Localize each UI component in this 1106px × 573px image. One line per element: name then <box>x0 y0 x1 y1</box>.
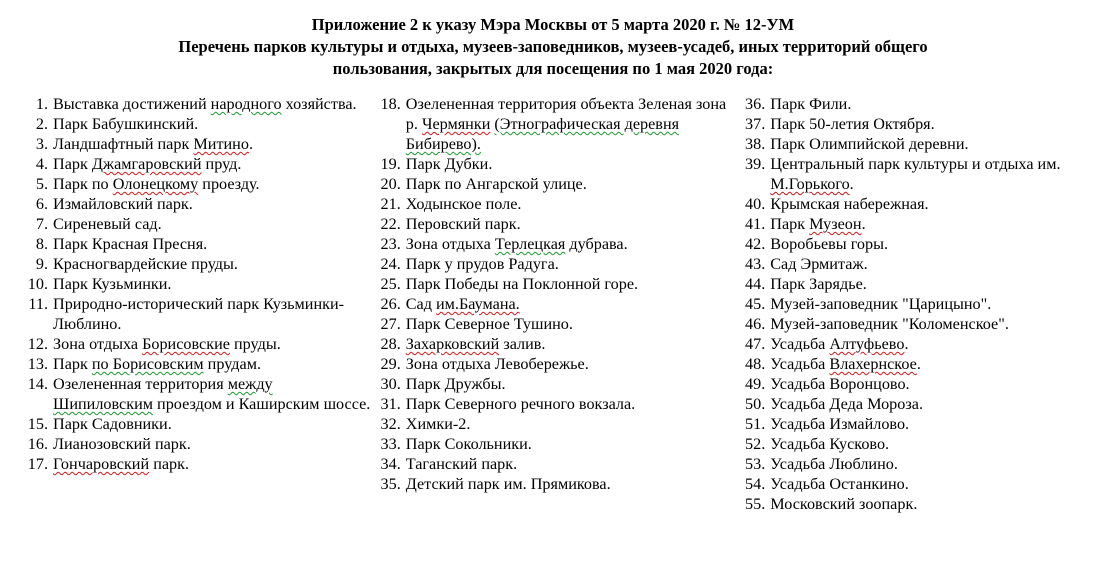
item-text: Гончаровский парк. <box>53 454 190 473</box>
item-number: 42. <box>745 234 766 253</box>
item-text: Таганский парк. <box>405 454 518 473</box>
list-item <box>26 354 371 374</box>
item-number: 25. <box>380 274 401 293</box>
list-item <box>379 94 736 154</box>
item-text: Усадьба Кусково. <box>770 434 890 453</box>
list-item <box>743 114 1088 134</box>
item-text: Парк Кузьминки. <box>53 274 172 293</box>
item-text: Усадьба Алтуфьево. <box>770 334 909 353</box>
item-number: 50. <box>745 394 766 413</box>
item-number: 43. <box>745 254 766 273</box>
title-line-2: Перечень парков культуры и отдыха, музеев-заповедников, музеев-усадеб, иных территорий общего <box>178 36 928 56</box>
item-number: 54. <box>745 474 766 493</box>
item-text: Воробьевы горы. <box>770 234 889 253</box>
item-text: Парк Зарядье. <box>770 274 867 293</box>
item-number: 45. <box>745 294 766 313</box>
item-number: 40. <box>745 194 766 213</box>
item-text: Ландшафтный парк Митино. <box>53 134 253 153</box>
list-item <box>26 374 371 414</box>
list-item <box>743 94 1088 114</box>
item-number: 4. <box>35 154 48 173</box>
list-item <box>743 354 1088 374</box>
park-list-1 <box>26 94 371 474</box>
item-number: 48. <box>745 354 766 373</box>
item-text: Усадьба Воронцово. <box>770 374 910 393</box>
list-item <box>379 294 736 314</box>
list-columns <box>18 94 1088 514</box>
item-text: Парк Олимпийской деревни. <box>770 134 969 153</box>
item-text: Парк у прудов Радуга. <box>405 254 559 273</box>
list-item <box>743 234 1088 254</box>
list-item <box>379 354 736 374</box>
list-item <box>26 414 371 434</box>
item-number: 1. <box>35 94 48 113</box>
item-number: 39. <box>745 154 766 173</box>
item-text: Сад Эрмитаж. <box>770 254 868 273</box>
item-text: Парк Музеон. <box>770 214 866 233</box>
item-number: 55. <box>745 494 766 513</box>
item-text: Сиреневый сад. <box>53 214 162 233</box>
item-number: 14. <box>27 374 48 393</box>
list-item <box>26 94 371 114</box>
list-item <box>26 274 371 294</box>
list-item <box>379 314 736 334</box>
item-number: 10. <box>27 274 48 293</box>
item-number: 27. <box>380 314 401 333</box>
item-number: 46. <box>745 314 766 333</box>
list-item <box>379 154 736 174</box>
list-item <box>743 374 1088 394</box>
item-text: Парк Дубки. <box>405 154 493 173</box>
item-number: 5. <box>35 174 48 193</box>
item-number: 52. <box>745 434 766 453</box>
item-number: 20. <box>380 174 401 193</box>
list-item <box>26 134 371 154</box>
item-number: 11. <box>28 294 48 313</box>
list-item <box>26 194 371 214</box>
page-title <box>78 14 1028 80</box>
list-item <box>743 434 1088 454</box>
item-text: Парк Северного речного вокзала. <box>405 394 636 413</box>
column-1 <box>18 94 371 474</box>
list-item <box>743 454 1088 474</box>
list-item <box>743 134 1088 154</box>
item-text: Парк 50-летия Октября. <box>770 114 935 133</box>
item-number: 19. <box>380 154 401 173</box>
item-text: Музей-заповедник "Царицыно". <box>770 294 992 313</box>
park-list-3 <box>743 94 1088 514</box>
item-number: 41. <box>745 214 766 233</box>
item-number: 37. <box>745 114 766 133</box>
item-text: Озелененная территория объекта Зеленая зона р. Чермянки (Этнографическая деревня Бибирево). <box>405 94 727 153</box>
list-item <box>379 234 736 254</box>
item-text: Усадьба Деда Мороза. <box>770 394 923 413</box>
list-item <box>26 434 371 454</box>
list-item <box>26 254 371 274</box>
list-item <box>379 174 736 194</box>
list-item <box>743 194 1088 214</box>
list-item <box>379 214 736 234</box>
item-number: 24. <box>380 254 401 273</box>
item-text: Усадьба Влахернское. <box>770 354 921 373</box>
item-number: 30. <box>380 374 401 393</box>
item-text: Усадьба Останкино. <box>770 474 909 493</box>
item-number: 18. <box>380 94 401 113</box>
item-text: Парк по Олонецкому проезду. <box>53 174 260 193</box>
item-text: Озелененная территория между Шипиловским проездом и Каширским шоссе. <box>53 374 371 413</box>
item-number: 33. <box>380 434 401 453</box>
item-text: Парк Северное Тушино. <box>405 314 573 333</box>
item-text: Крымская набережная. <box>770 194 929 213</box>
item-text: Парк Красная Пресня. <box>53 234 208 253</box>
list-item <box>26 234 371 254</box>
item-text: Перовский парк. <box>405 214 521 233</box>
item-number: 9. <box>35 254 48 273</box>
item-text: Сад им.Баумана. <box>405 294 520 313</box>
item-text: Зона отдыха Терлецкая дубрава. <box>405 234 628 253</box>
item-number: 6. <box>35 194 48 213</box>
item-number: 21. <box>380 194 401 213</box>
item-number: 8. <box>35 234 48 253</box>
list-item <box>743 334 1088 354</box>
item-number: 49. <box>745 374 766 393</box>
list-item <box>379 394 736 414</box>
list-item <box>379 254 736 274</box>
item-number: 16. <box>27 434 48 453</box>
list-item <box>743 254 1088 274</box>
list-item <box>379 334 736 354</box>
title-line-3: пользования, закрытых для посещения по 1 мая 2020 года: <box>332 58 774 78</box>
item-text: Парк по Борисовским прудам. <box>53 354 261 373</box>
item-number: 2. <box>35 114 48 133</box>
item-text: Выставка достижений народного хозяйства. <box>53 94 357 113</box>
item-text: Парк по Ангарской улице. <box>405 174 587 193</box>
list-item <box>26 334 371 354</box>
item-number: 51. <box>745 414 766 433</box>
list-item <box>743 154 1088 194</box>
item-text: Ходынское поле. <box>405 194 522 213</box>
item-text: Парк Садовники. <box>53 414 172 433</box>
list-item <box>743 474 1088 494</box>
list-item <box>26 294 371 334</box>
item-text: Парк Фили. <box>770 94 852 113</box>
list-item <box>379 454 736 474</box>
item-number: 17. <box>27 454 48 473</box>
list-item <box>379 374 736 394</box>
item-number: 47. <box>745 334 766 353</box>
item-number: 15. <box>27 414 48 433</box>
column-2 <box>371 94 736 494</box>
item-text: Усадьба Измайлово. <box>770 414 910 433</box>
item-text: Зона отдыха Борисовские пруды. <box>53 334 281 353</box>
item-number: 28. <box>380 334 401 353</box>
list-item <box>26 454 371 474</box>
list-item <box>379 434 736 454</box>
item-number: 38. <box>745 134 766 153</box>
item-number: 3. <box>35 134 48 153</box>
list-item <box>26 214 371 234</box>
item-text: Центральный парк культуры и отдыха им. М.Горького. <box>770 154 1061 193</box>
list-item <box>26 114 371 134</box>
item-number: 32. <box>380 414 401 433</box>
item-number: 13. <box>27 354 48 373</box>
item-text: Московский зоопарк. <box>770 494 918 513</box>
list-item <box>743 274 1088 294</box>
item-text: Усадьба Люблино. <box>770 454 898 473</box>
list-item <box>26 174 371 194</box>
list-item <box>379 274 736 294</box>
item-number: 22. <box>380 214 401 233</box>
park-list-2 <box>379 94 736 494</box>
list-item <box>379 194 736 214</box>
title-line-1: Приложение 2 к указу Мэра Москвы от 5 марта 2020 г. № 12-УМ <box>311 15 795 34</box>
item-text: Химки-2. <box>405 414 471 433</box>
item-text: Детский парк им. Прямикова. <box>405 474 611 493</box>
item-text: Измайловский парк. <box>53 194 193 213</box>
item-number: 23. <box>380 234 401 253</box>
item-text: Лианозовский парк. <box>53 434 191 453</box>
item-number: 53. <box>745 454 766 473</box>
item-text: Парк Сокольники. <box>405 434 532 453</box>
item-number: 7. <box>35 214 48 233</box>
item-number: 29. <box>380 354 401 373</box>
item-text: Музей-заповедник "Коломенское". <box>770 314 1009 333</box>
item-number: 26. <box>380 294 401 313</box>
item-text: Зона отдыха Левобережье. <box>405 354 589 373</box>
list-item <box>743 494 1088 514</box>
list-item <box>743 294 1088 314</box>
item-text: Красногвардейские пруды. <box>53 254 238 273</box>
item-text: Захарковский залив. <box>405 334 546 353</box>
item-number: 34. <box>380 454 401 473</box>
item-text: Парк Дружбы. <box>405 374 506 393</box>
item-text: Парк Бабушкинский. <box>53 114 199 133</box>
item-text: Парк Джамгаровский пруд. <box>53 154 242 173</box>
list-item <box>26 154 371 174</box>
list-item <box>743 214 1088 234</box>
item-text: Парк Победы на Поклонной горе. <box>405 274 639 293</box>
item-number: 35. <box>380 474 401 493</box>
list-item <box>379 474 736 494</box>
item-number: 44. <box>745 274 766 293</box>
item-number: 31. <box>380 394 401 413</box>
item-number: 12. <box>27 334 48 353</box>
list-item <box>379 414 736 434</box>
list-item <box>743 414 1088 434</box>
list-item <box>743 314 1088 334</box>
item-text: Природно-исторический парк Кузьминки-Люблино. <box>53 294 345 333</box>
column-3 <box>735 94 1088 514</box>
list-item <box>743 394 1088 414</box>
item-number: 36. <box>745 94 766 113</box>
